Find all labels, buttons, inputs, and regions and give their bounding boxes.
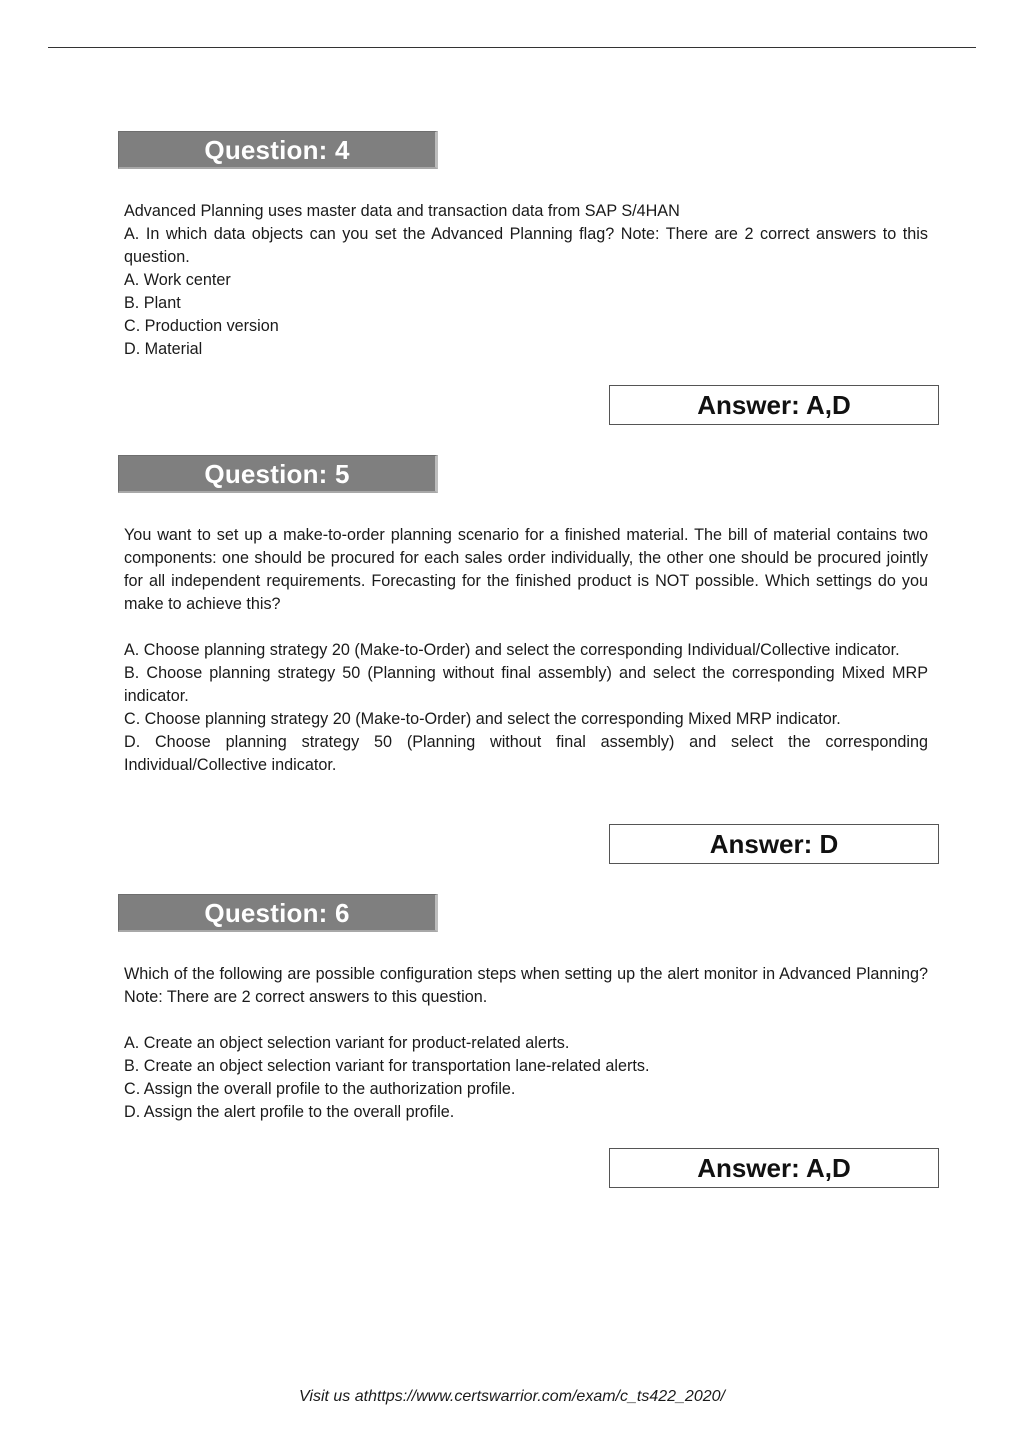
question-6-prompt: Which of the following are possible configuration steps when setting up the alert monitor in Advanced Planning? Note: There are 2 correct answers to this question. [124, 965, 928, 1006]
question-6-spacer [124, 1009, 928, 1032]
question-5-prompt: You want to set up a make-to-order planning scenario for a finished material. The bill of material contains two components: one should be procured for each sales order individually, the other one should be procured jointly for all independent requirements. Forecasting for the finished product is NOT possible. Which settings do you make to achieve this? [124, 526, 928, 613]
question-4-option-b: B. Plant [124, 294, 181, 312]
question-4-answer-box [609, 385, 939, 425]
question-4-intro: Advanced Planning uses master data and transaction data from SAP S/4HAN [124, 202, 680, 220]
question-4-body [124, 200, 928, 361]
question-5-spacer [124, 616, 928, 639]
question-6-body [124, 963, 928, 1124]
question-5-answer: Answer: D [709, 829, 839, 859]
question-5-body [124, 524, 928, 777]
question-5-option-b: B. Choose planning strategy 50 (Planning without final assembly) and select the corresponding Mixed MRP indicator. [124, 664, 928, 705]
question-6-option-a: A. Create an object selection variant for product-related alerts. [124, 1034, 570, 1052]
question-4-option-c: C. Production version [124, 317, 279, 335]
question-6-answer: Answer: A,D [697, 1153, 851, 1183]
question-5-title: Question: 5 [204, 459, 350, 489]
question-6-option-d: D. Assign the alert profile to the overall profile. [124, 1103, 455, 1121]
footer-link[interactable]: Visit us athttps://www.certswarrior.com/exam/c_ts422_2020/ [299, 1388, 725, 1405]
question-5-option-a: A. Choose planning strategy 20 (Make-to-Order) and select the corresponding Individual/Collective indicator. [124, 641, 900, 659]
question-4-prompt: A. In which data objects can you set the Advanced Planning flag? Note: There are 2 correct answers to this question. [124, 225, 928, 266]
question-6-header [118, 894, 438, 932]
question-5-answer-box [609, 824, 939, 864]
question-6-answer-box [609, 1148, 939, 1188]
question-4-option-d: D. Material [124, 340, 203, 358]
question-5-header [118, 455, 438, 493]
question-6-option-b: B. Create an object selection variant for transportation lane-related alerts. [124, 1057, 650, 1075]
question-4-option-a: A. Work center [124, 271, 231, 289]
question-6-title: Question: 6 [204, 898, 350, 928]
question-6-option-c: C. Assign the overall profile to the authorization profile. [124, 1080, 516, 1098]
question-4-title: Question: 4 [204, 135, 350, 165]
question-5-option-d: D. Choose planning strategy 50 (Planning without final assembly) and select the corresponding Individual/Collective indicator. [124, 733, 928, 774]
question-5-option-c: C. Choose planning strategy 20 (Make-to-Order) and select the corresponding Mixed MRP indicator. [124, 710, 841, 728]
question-4-answer: Answer: A,D [697, 390, 851, 420]
top-rule [48, 47, 976, 48]
question-4-header [118, 131, 438, 169]
